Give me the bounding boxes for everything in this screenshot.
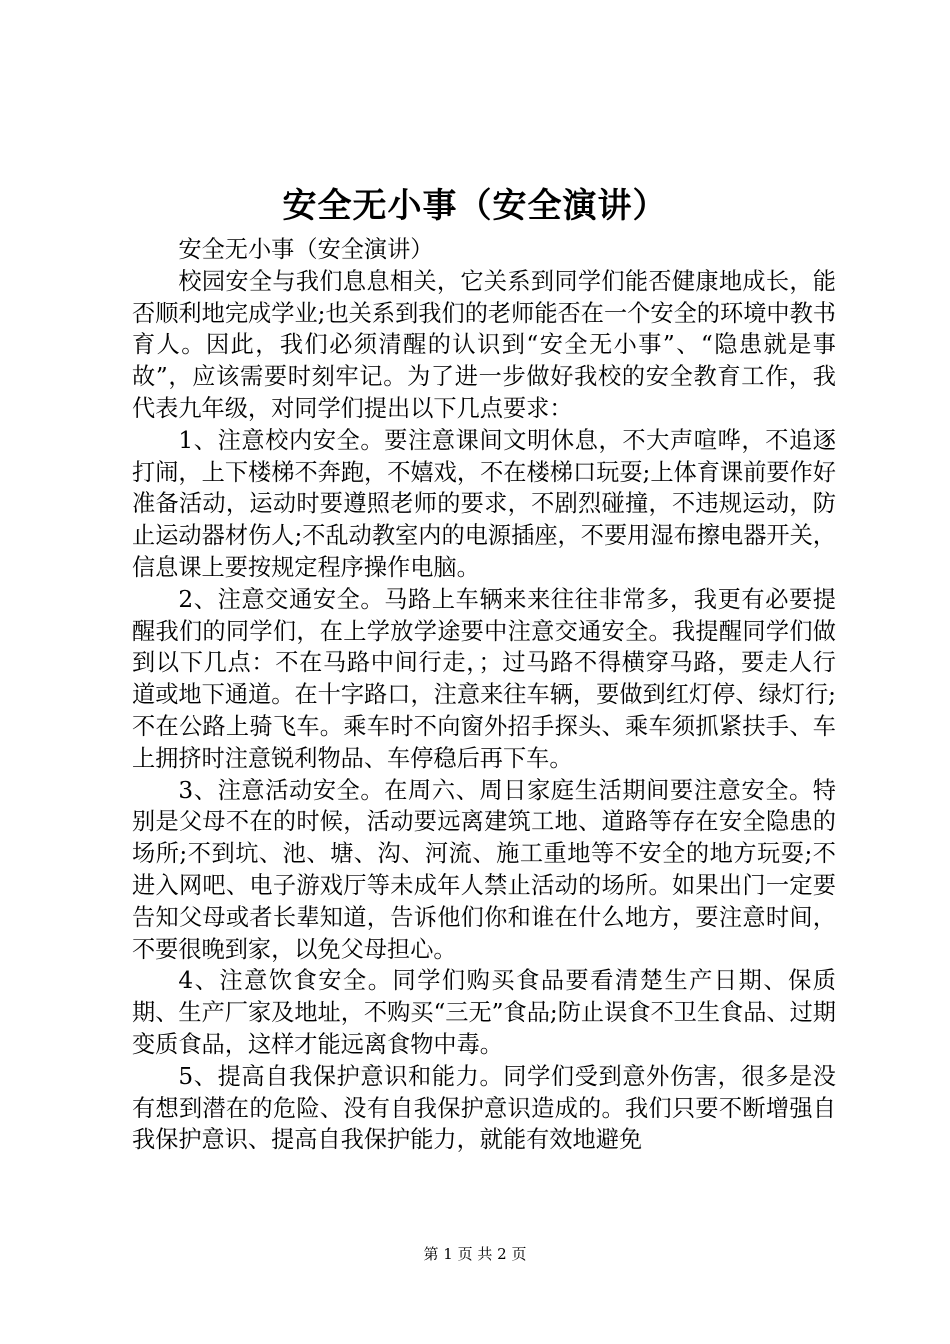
document-title: 安全无小事（安全演讲） <box>282 186 668 226</box>
paragraph-intro: 校园安全与我们息息相关，它关系到同学们能否健康地成长，能否顺利地完成学业;也关系到我们的老师能否在一个安全的环境中教书育人。因此，我们必须清醒的认识到“安全无小事”、“隐患就是事故”，应该需要时刻牢记。为了进一步做好我校的安全教育工作，我代表九年级，对同学们提出以下几点要求： <box>132 267 836 422</box>
paragraph-subtitle: 安全无小事（安全演讲） <box>178 236 434 263</box>
paragraph-item-2: 2、注意交通安全。马路上车辆来来往往非常多，我更有必要提醒我们的同学们，在上学放学途要中注意交通安全。我提醒同学们做到以下几点：不在马路中间行走，；过马路不得横穿马路，要走人行道或地下通道。在十字路口，注意来往车辆，要做到红灯停、绿灯行;不在公路上骑飞车。乘车时不向窗外招手探头、乘车须抓紧扶手、车上拥挤时注意锐利物品、车停稳后再下车。 <box>132 585 836 772</box>
paragraph-item-1: 1、注意校内安全。要注意课间文明休息，不大声喧哗，不追逐打闹，上下楼梯不奔跑，不嬉戏，不在楼梯口玩耍;上体育课前要作好准备活动，运动时要遵照老师的要求，不剧烈碰撞，不违规运动，防止运动器材伤人;不乱动教室内的电源插座，不要用湿布擦电器开关，信息课上要按规定程序操作电脑。 <box>132 426 836 581</box>
paragraph-item-3: 3、注意活动安全。在周六、周日家庭生活期间要注意安全。特别是父母不在的时候，活动要远离建筑工地、道路等存在安全隐患的场所;不到坑、池、塘、沟、河流、施工重地等不安全的地方玩耍;不进入网吧、电子游戏厅等未成年人禁止活动的场所。如果出门一定要告知父母或者长辈知道，告诉他们你和谁在什么地方，要注意时间，不要很晚到家，以免父母担心。 <box>132 776 836 963</box>
document-body <box>132 234 836 1156</box>
paragraph-item-4: 4、注意饮食安全。同学们购买食品要看清楚生产日期、保质期、生产厂家及地址，不购买“三无”食品;防止误食不卫生食品、过期变质食品，这样才能远离食物中毒。 <box>132 967 836 1058</box>
paragraph-item-5: 5、提高自我保护意识和能力。同学们受到意外伤害，很多是没有想到潜在的危险、没有自我保护意识造成的。我们只要不断增强自我保护意识、提高自我保护能力，就能有效地避免 <box>132 1062 836 1154</box>
page-number-footer: 第 1 页 共 2 页 <box>423 1245 527 1263</box>
